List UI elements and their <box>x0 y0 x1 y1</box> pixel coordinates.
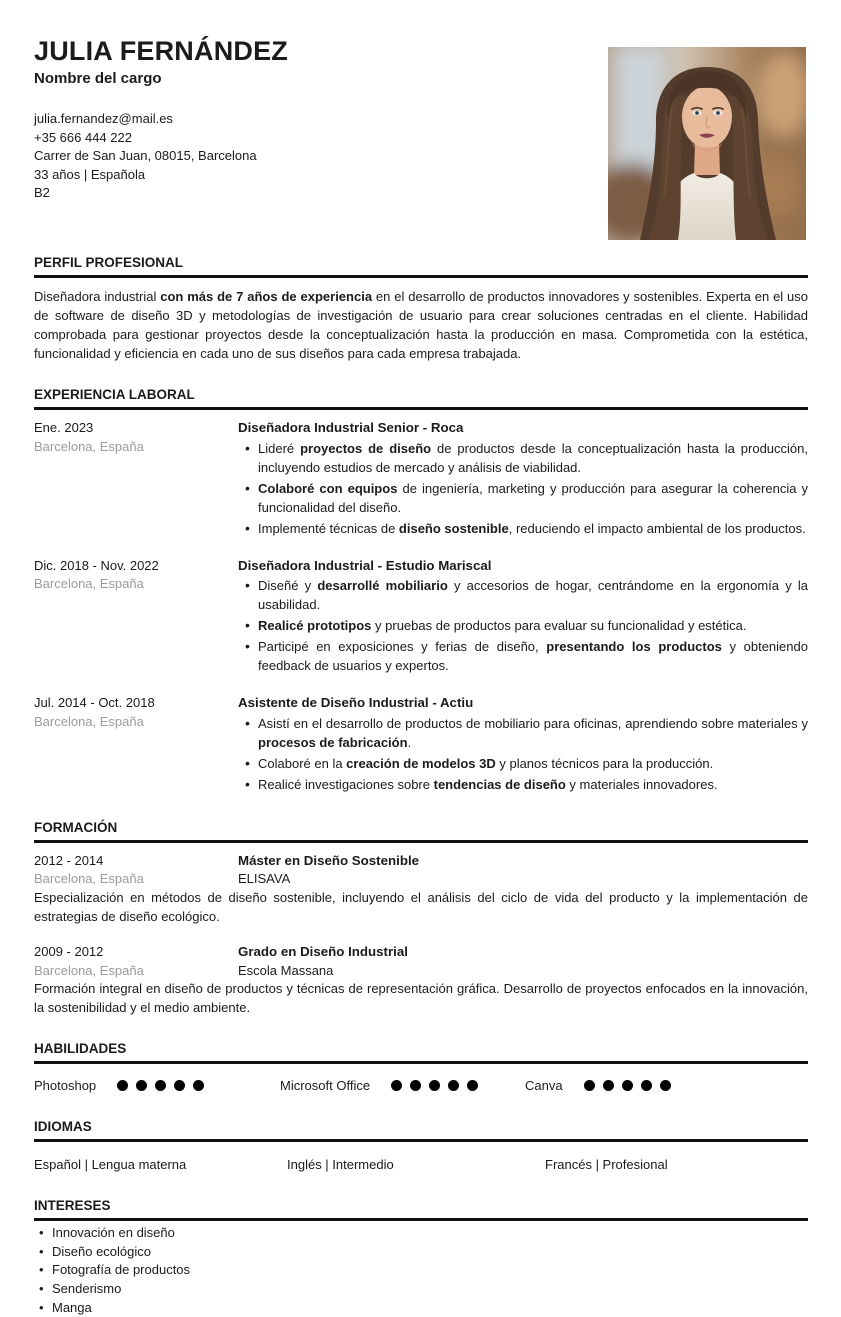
skill-dot <box>136 1080 147 1091</box>
section-education <box>34 820 808 1017</box>
skill-item <box>280 1076 525 1095</box>
entry-location: Barcelona, España <box>34 438 144 454</box>
skill-item <box>34 1076 280 1095</box>
skill-dot <box>660 1080 671 1091</box>
education-list <box>34 843 808 1017</box>
entry-location: Barcelona, España <box>34 962 144 978</box>
skill-dot <box>155 1080 166 1091</box>
entry-body <box>238 694 808 796</box>
education-head <box>34 852 808 889</box>
text: Lideré <box>258 440 301 456</box>
text: Diseñadora industrial <box>34 289 161 304</box>
contact-line: julia.fernandez@mail.es <box>34 111 173 126</box>
bullet-item <box>238 775 808 794</box>
interest-item: • Manga <box>34 1299 808 1317</box>
skill-dot <box>467 1080 478 1091</box>
bold-text: tendencias de diseño <box>433 776 566 792</box>
entry-dates <box>34 419 238 540</box>
contact-line: B2 <box>34 185 50 201</box>
entry-date: Dic. 2018 - Nov. 2022 <box>34 557 159 573</box>
bullet-item <box>238 576 808 614</box>
skill-dot <box>410 1080 421 1091</box>
school-name: Escola Massana <box>238 962 334 978</box>
job-title: Asistente de Diseño Industrial - Actiu <box>238 695 474 711</box>
entry-body <box>238 852 808 889</box>
text: en el desarrollo de productos innovadores y sostenibles. Experta en el uso de software de diseño 3D y metodologías de investigación de usuario para crear soluciones centradas en el cliente. Habilidad comprobada para gestionar proyectos desde la conceptualización hasta la producción en masa. Comprometida con la estética, funcionalidad y eficiencia en cada uno de sus diseños para cada empresa trabajada. <box>34 289 809 361</box>
skill-dot <box>117 1080 128 1091</box>
experience-entry <box>34 557 808 678</box>
text: de productos desde la conceptualización hasta la producción, incluyendo estudios de mercado y análisis de viabilidad. <box>258 440 808 475</box>
skill-name: Canva <box>525 1078 563 1094</box>
job-title: Diseñadora Industrial - Estudio Mariscal <box>238 557 492 573</box>
bullet-item <box>238 479 808 517</box>
text: y materiales innovadores. <box>565 776 718 792</box>
entry-dates <box>34 694 238 796</box>
text: y obteniendo feedback de usuarios y expertos. <box>258 639 808 674</box>
skill-dot <box>193 1080 204 1091</box>
entry-location: Barcelona, España <box>34 576 144 592</box>
text: Participé en exposiciones y ferias de diseño, <box>258 639 547 655</box>
language-item: Español | Lengua materna <box>34 1157 187 1173</box>
person-name: JULIA FERNÁNDEZ <box>34 36 289 66</box>
entry-location: Barcelona, España <box>34 713 144 729</box>
bold-text: con más de 7 años de experiencia <box>160 289 373 304</box>
entry-date: 2009 - 2012 <box>34 943 104 959</box>
entry-body <box>238 419 808 540</box>
interest-item: • Innovación en diseño <box>34 1224 808 1243</box>
education-description: Formación integral en diseño de productos y técnicas de representación gráfica. Desarrollo de proyectos enfocados en la innovación, la sostenibilidad y el medio ambiente. <box>34 981 808 1016</box>
section-title-skills: HABILIDADES <box>34 1041 808 1064</box>
text: Colaboré en la <box>258 755 347 771</box>
experience-entry <box>34 694 808 796</box>
job-bullets <box>238 714 808 794</box>
skill-dot <box>391 1080 402 1091</box>
bold-text: presentando los productos <box>546 639 722 655</box>
entry-date: Ene. 2023 <box>34 420 94 435</box>
education-entry <box>34 852 808 926</box>
bullet-item <box>238 714 808 752</box>
section-profile <box>34 255 808 363</box>
cv-header <box>34 36 808 241</box>
experience-list <box>34 410 808 796</box>
section-experience <box>34 387 808 796</box>
bold-text: Colaboré con equipos <box>258 480 398 496</box>
skill-name: Photoshop <box>34 1078 97 1094</box>
bullet-item <box>238 519 808 538</box>
entry-body <box>238 557 808 678</box>
entry-location: Barcelona, España <box>34 871 144 887</box>
contact-line: Carrer de San Juan, 08015, Barcelona <box>34 148 257 164</box>
section-title-experience: EXPERIENCIA LABORAL <box>34 387 808 410</box>
experience-entry <box>34 419 808 540</box>
contact-line: +35 666 444 222 <box>34 129 132 145</box>
bold-text: procesos de fabricación <box>258 734 408 750</box>
profile-text <box>34 287 808 363</box>
section-languages <box>34 1119 808 1174</box>
entry-dates <box>34 852 238 889</box>
section-interests <box>34 1198 808 1317</box>
language-item: Inglés | Intermedio <box>287 1157 394 1173</box>
text: Realicé investigaciones sobre <box>258 776 434 792</box>
skill-rating <box>117 1080 204 1091</box>
skill-dot <box>641 1080 652 1091</box>
entry-dates <box>34 557 238 678</box>
text: y planos técnicos para la producción. <box>495 755 714 771</box>
education-description: Especialización en métodos de diseño sostenible, incluyendo el análisis del ciclo de vida del producto y la implementación de estrategias de diseño ecológico. <box>34 889 808 924</box>
job-bullets <box>238 576 808 675</box>
portrait-illustration <box>608 47 806 240</box>
bullet-item <box>238 754 808 773</box>
skill-name: Microsoft Office <box>280 1078 371 1094</box>
bullet-item <box>238 637 808 675</box>
bold-text: proyectos de diseño <box>300 440 432 456</box>
education-entry <box>34 943 808 1017</box>
skill-dot <box>448 1080 459 1091</box>
languages-list <box>34 1142 808 1174</box>
section-title-languages: IDIOMAS <box>34 1119 808 1142</box>
section-title-interests: INTERESES <box>34 1198 808 1221</box>
text: Diseñé y <box>258 578 318 594</box>
contact-line: 33 años | Española <box>34 166 146 182</box>
text: , reduciendo el impacto ambiental de los productos. <box>508 520 806 536</box>
language-item: Francés | Profesional <box>545 1157 668 1173</box>
section-title-profile: PERFIL PROFESIONAL <box>34 255 808 278</box>
text: Asistí en el desarrollo de productos de mobiliario para oficinas, aprendiendo sobre materiales y <box>258 715 808 731</box>
text: de ingeniería, marketing y producción para asegurar la coherencia y funcionalidad del diseño. <box>258 480 808 515</box>
job-title: Diseñadora Industrial Senior - Roca <box>238 420 464 435</box>
section-skills <box>34 1041 808 1095</box>
skill-rating <box>391 1080 478 1091</box>
bold-text: Realicé prototipos <box>258 618 372 634</box>
bold-text: creación de modelos 3D <box>346 755 496 771</box>
entry-date: 2012 - 2014 <box>34 852 104 868</box>
bullet-item <box>238 616 808 635</box>
job-bullets <box>238 439 808 538</box>
bullet-item <box>238 439 808 477</box>
education-head <box>34 943 808 980</box>
skill-item <box>525 1076 808 1095</box>
interest-item: • Senderismo <box>34 1280 808 1299</box>
entry-dates <box>34 943 238 980</box>
entry-date: Jul. 2014 - Oct. 2018 <box>34 695 155 711</box>
skill-dot <box>603 1080 614 1091</box>
interest-item: • Fotografía de productos <box>34 1261 808 1280</box>
entry-body <box>238 943 808 980</box>
skill-dot <box>584 1080 595 1091</box>
section-title-education: FORMACIÓN <box>34 820 808 843</box>
skill-rating <box>584 1080 671 1091</box>
text: Implementé técnicas de <box>258 520 399 536</box>
interests-list <box>34 1224 808 1317</box>
bold-text: desarrollé mobiliario <box>317 578 448 594</box>
interest-item: • Diseño ecológico <box>34 1243 808 1262</box>
person-role: Nombre del cargo <box>34 70 162 87</box>
text: y pruebas de productos para evaluar su funcionalidad y estética. <box>371 618 747 634</box>
skills-list <box>34 1064 808 1095</box>
text: . <box>407 734 412 750</box>
skill-dot <box>622 1080 633 1091</box>
skill-dot <box>429 1080 440 1091</box>
school-name: ELISAVA <box>238 871 291 887</box>
profile-photo <box>608 47 806 240</box>
degree-title: Máster en Diseño Sostenible <box>238 852 420 868</box>
skill-dot <box>174 1080 185 1091</box>
text: y accesorios de hogar, centrándome en la ergonomía y la usabilidad. <box>258 578 808 613</box>
degree-title: Grado en Diseño Industrial <box>238 943 408 959</box>
bold-text: diseño sostenible <box>398 520 509 536</box>
